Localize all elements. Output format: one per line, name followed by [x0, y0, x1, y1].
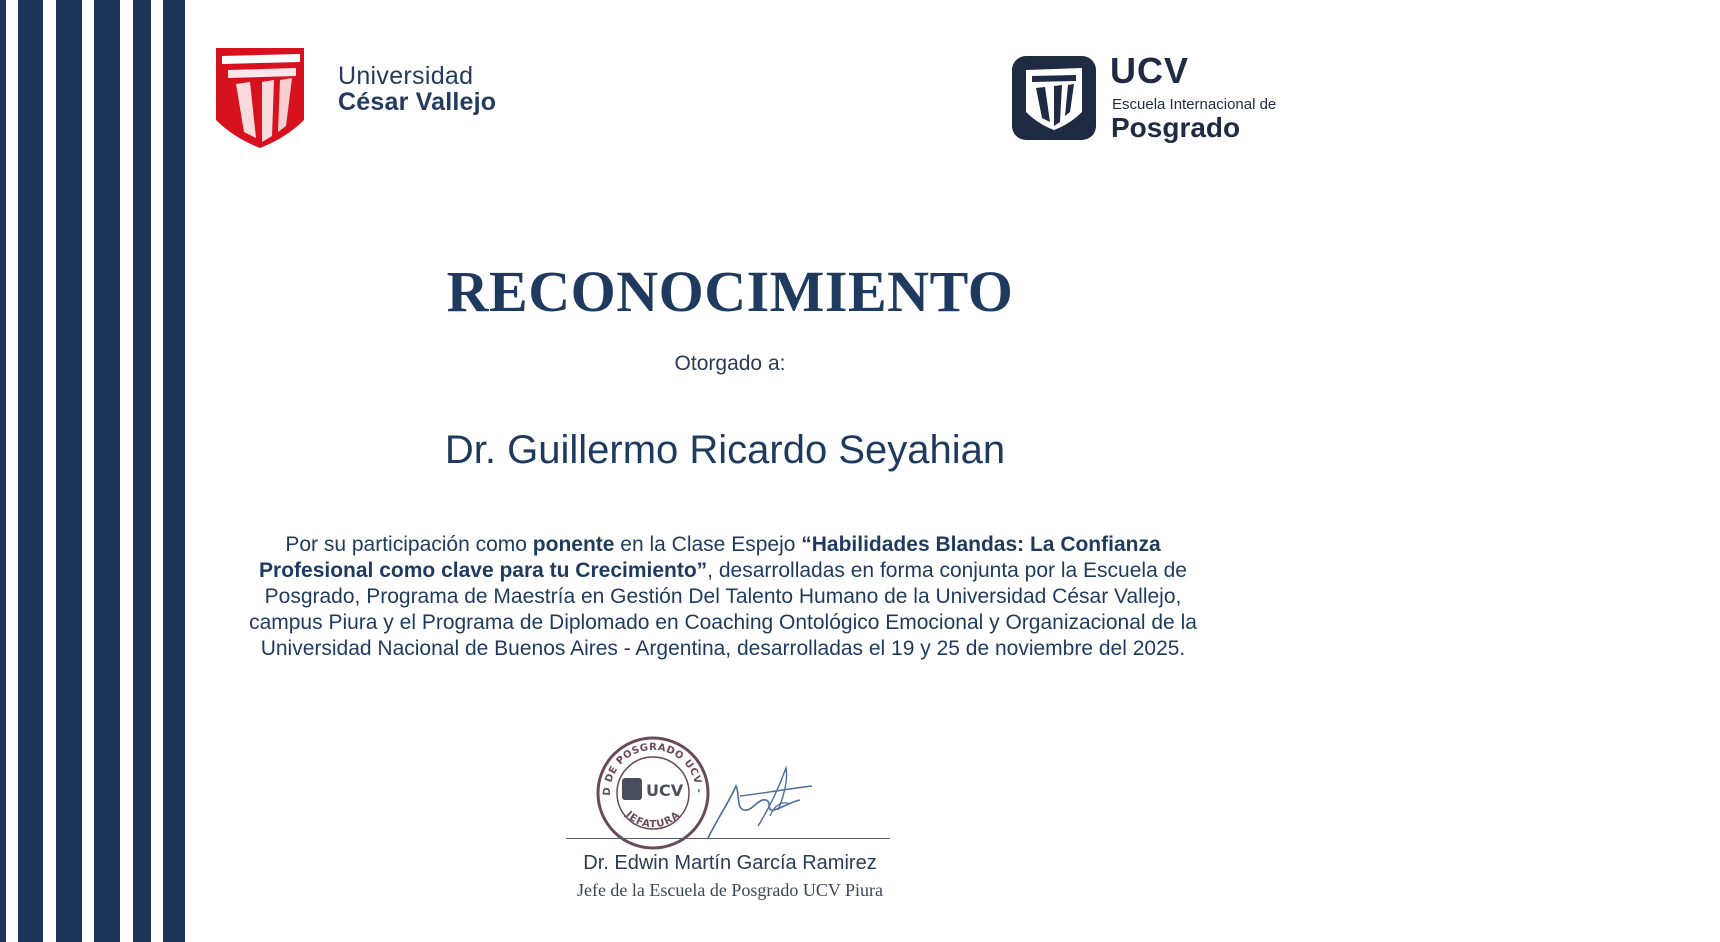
- recipient-name: Dr. Guillermo Ricardo Seyahian: [444, 428, 1006, 472]
- logo-acronym: UCV: [1110, 50, 1190, 91]
- signature-line: [566, 838, 890, 839]
- ucv-posgrado-logo: [1012, 50, 1332, 146]
- certificate-title: RECONOCIMIENTO: [446, 259, 1014, 324]
- certificate-body: [236, 532, 1210, 662]
- awarded-to-label: Otorgado a:: [674, 352, 786, 375]
- logo-title: Posgrado: [1111, 112, 1241, 143]
- seal-outer-text: D DE POSGRADO UCV -: [601, 741, 705, 796]
- body-role: ponente: [532, 533, 615, 556]
- ucv-shield-icon: [216, 46, 306, 150]
- seal-bottom-text: JEFATURA: [623, 809, 683, 831]
- svg-text:JEFATURA: [623, 809, 683, 830]
- body-part-2: en la Clase Espejo: [614, 533, 802, 556]
- body-part-1: Por su participación como: [285, 533, 533, 556]
- ucv-badge-icon: [1012, 56, 1096, 140]
- body-part-3: , desarrolladas en forma conjunta por la Escuela de Posgrado, Programa de Maestría en Gestión Del Talento Humano de la Universidad César Vallejo, campus Piura y el Programa de Diplomado en Coaching Ontológico Emocional y Organizacional de la Universidad Nacional de Buenos Aires - Argentina, desarrolladas el 19 y 25 de noviembre del 2025.: [249, 559, 1197, 660]
- logo-line-universidad: Universidad: [338, 62, 474, 90]
- signer-role: Jefe de la Escuela de Posgrado UCV Piura: [576, 880, 884, 900]
- signer-name: Dr. Edwin Martín García Ramirez: [583, 852, 877, 874]
- seal-center-text: UCV: [646, 781, 684, 800]
- handwritten-signature: [700, 760, 820, 849]
- logo-subtitle: Escuela Internacional de: [1112, 96, 1277, 113]
- logo-line-cesar-vallejo: César Vallejo: [338, 88, 497, 116]
- body-course-title: “Habilidades Blandas: La Confianza Profesional como clave para tu Crecimiento”: [259, 533, 1161, 582]
- universidad-cesar-vallejo-logo: [216, 46, 546, 152]
